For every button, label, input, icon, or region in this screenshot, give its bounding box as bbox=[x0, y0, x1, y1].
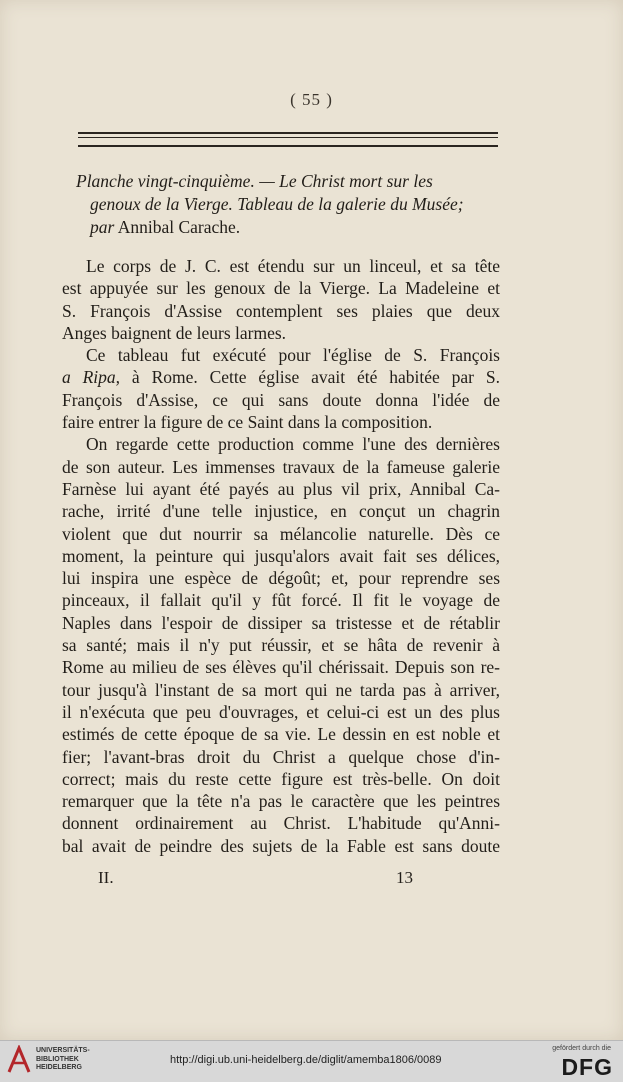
title-by: par bbox=[90, 217, 115, 237]
funder-label: gefördert durch die bbox=[552, 1045, 611, 1052]
header-rule bbox=[78, 137, 498, 138]
body-line: faire entrer la figure de ce Saint dans la composition. bbox=[62, 412, 433, 433]
body-line: S. François d'Assise contemplent ses plaies que deux bbox=[62, 300, 500, 321]
header-rule bbox=[78, 145, 498, 147]
body-line: donnent ordinairement au Christ. L'habitude qu'Anni- bbox=[62, 813, 500, 834]
header-rule bbox=[78, 132, 498, 134]
body-line: Ce tableau fut exécuté pour l'église de S. François bbox=[86, 345, 500, 366]
body-line: correct; mais du reste cette figure est très-belle. On doit bbox=[62, 768, 500, 789]
body-line: tour jusqu'à l'instant de sa mort qui ne tarda pas à arriver, bbox=[62, 679, 500, 700]
body-text bbox=[62, 255, 500, 857]
viewer-footer-bar bbox=[0, 1040, 623, 1082]
body-line: Anges baignent de leurs larmes. bbox=[62, 322, 287, 343]
body-line: estimés de cette époque de sa vie. Le dessin en est noble et bbox=[62, 724, 500, 745]
page-header: ( 55 ) bbox=[290, 90, 333, 109]
university-library-logo-icon[interactable] bbox=[6, 1045, 32, 1075]
body-line: sa santé; mais il n'y put réussir, et se hâta de revenir à bbox=[62, 635, 500, 656]
body-line: lui inspira une espèce de dégoût; et, pour reprendre ses bbox=[62, 568, 500, 589]
title-artist: Annibal Carache. bbox=[117, 217, 241, 237]
body-line: Le corps de J. C. est étendu sur un linceul, et sa tête bbox=[86, 256, 500, 276]
title-line: Planche vingt-cinquième. — Le Christ mort sur les bbox=[76, 171, 433, 191]
permalink-url[interactable]: http://digi.ub.uni-heidelberg.de/diglit/amemba1806/0089 bbox=[170, 1054, 442, 1066]
body-line: bal avait de peindre des sujets de la Fable est sans doute bbox=[62, 835, 500, 856]
body-line: François d'Assise, ce qui sans doute donna l'idée de bbox=[62, 389, 500, 410]
body-line: moment, la peinture qui jusqu'alors avait fait ses délices, bbox=[62, 545, 500, 566]
body-line: rache, irrité d'une telle injustice, en conçut un chagrin bbox=[62, 501, 500, 522]
body-line: a Ripa, à Rome. Cette église avait été habitée par S. bbox=[62, 367, 500, 388]
title-line: genoux de la Vierge. Tableau de la galerie du Musée; bbox=[90, 194, 464, 214]
body-line: Naples dans l'espoir de dissiper sa tristesse et de rétablir bbox=[62, 612, 500, 633]
body-line: de son auteur. Les immenses travaux de la fameuse galerie bbox=[62, 456, 500, 477]
body-line: violent que dut nourrir sa mélancolie naturelle. Dès ce bbox=[62, 523, 500, 544]
signature-mark: II. bbox=[98, 868, 114, 887]
body-line: remarquer que la tête n'a pas le caractère que les peintres bbox=[62, 791, 500, 812]
plate-title bbox=[76, 170, 504, 239]
dfg-logo[interactable]: DFG bbox=[561, 1054, 613, 1080]
body-line: il n'exécuta que peu d'ouvrages, et celui-ci est un des plus bbox=[62, 701, 500, 722]
page-number: 13 bbox=[396, 868, 413, 887]
body-line: Rome au milieu de ses élèves qu'il chérissait. Depuis son re- bbox=[62, 657, 500, 678]
body-line: On regarde cette production comme l'une des dernières bbox=[86, 434, 500, 455]
title-line bbox=[76, 216, 504, 239]
body-line: Farnèse lui ayant été payés au plus vil prix, Annibal Ca- bbox=[62, 478, 500, 499]
body-line: est appuyée sur les genoux de la Vierge. La Madeleine et bbox=[62, 278, 500, 299]
library-name: UNIVERSITÄTS- BIBLIOTHEK HEIDELBERG bbox=[36, 1047, 90, 1071]
body-line: fier; l'avant-bras droit du Christ a quelque chose d'in- bbox=[62, 746, 500, 767]
body-line: pinceaux, il fallait qu'il y fût forcé. Il fit le voyage de bbox=[62, 590, 500, 611]
